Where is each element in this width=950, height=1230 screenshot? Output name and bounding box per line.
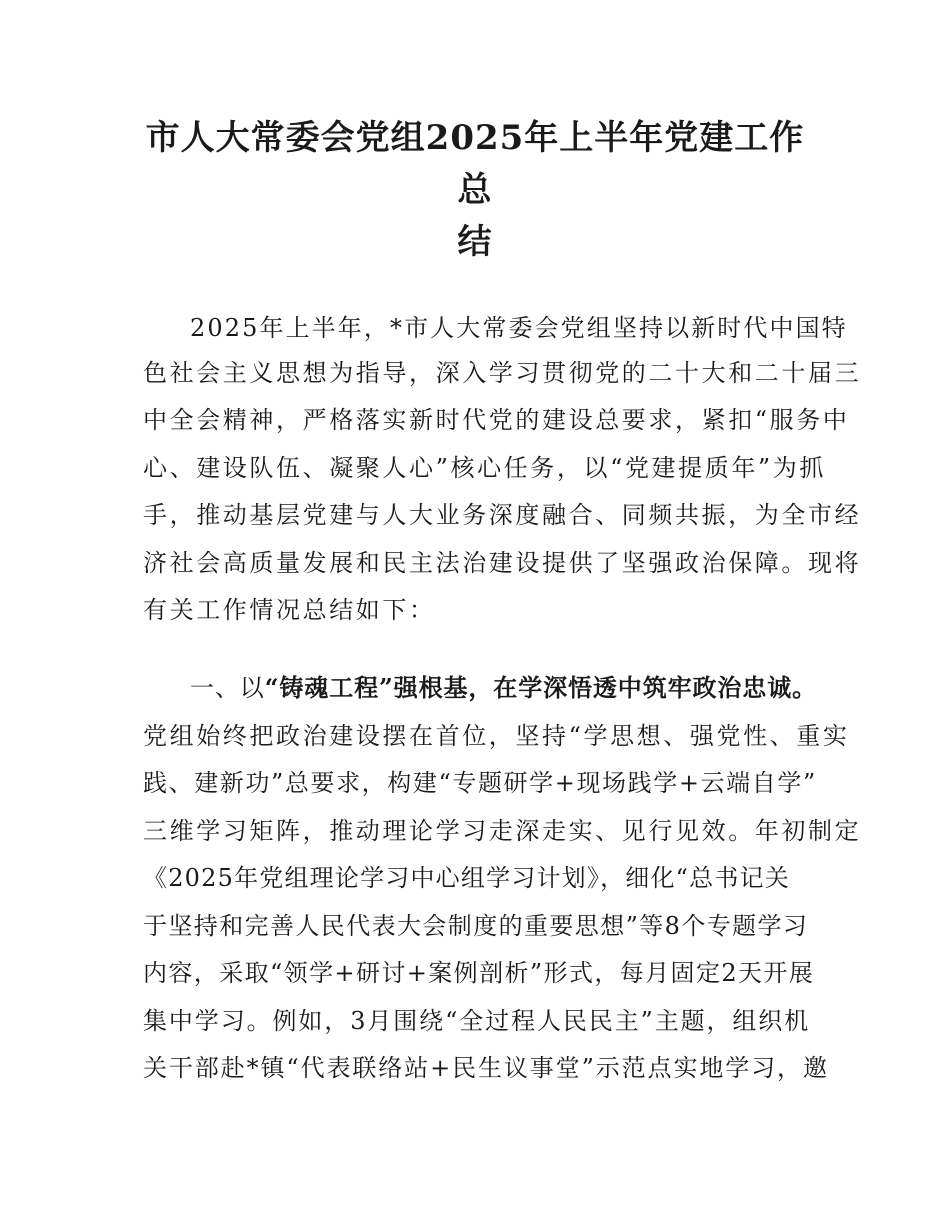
section-1-line: 践、建新功”总要求，构建“专题研学+现场践学+云端自学”: [143, 769, 817, 797]
section-1-line: 《2025年党组理论学习中心组学习计划》，细化“总书记关: [143, 864, 790, 892]
title-line-1: 市人大常委会党组2025年上半年党建工作总: [145, 118, 805, 210]
section-1-line: 于坚持和完善人民代表大会制度的重要思想”等8个专题学习: [143, 912, 809, 940]
section-1-line: 党组始终把政治建设摆在首位，坚持“学思想、强党性、重实: [143, 722, 850, 750]
document-title: [130, 112, 820, 268]
section-1-lead: 一、以: [190, 674, 265, 702]
section-1-line: 关干部赴*镇“代表联络站+民生议事堂”示范点实地学习，邀: [143, 1054, 829, 1082]
paragraph-1-line: 心、建设队伍、凝聚人心”核心任务，以“党建提质年”为抓: [143, 454, 827, 482]
section-1-line: 内容，采取“领学+研讨+案例剖析”形式，每月固定2天开展: [143, 959, 815, 987]
paragraph-1-line: 2025年上半年，*市人大常委会党组坚持以新时代中国特: [190, 314, 848, 342]
paragraph-1-line: 有关工作情况总结如下：: [143, 596, 436, 624]
paragraph-1-line: 手，推动基层党建与人大业务深度融合、同频共振，为全市经: [143, 501, 862, 529]
paragraph-1-line: 中全会精神，严格落实新时代党的建设总要求，紧扣“服务中: [143, 406, 850, 434]
title-line-2: 结: [457, 222, 493, 262]
section-1-heading: [190, 672, 835, 704]
paragraph-1-line: 色社会主义思想为指导，深入学习贯彻党的二十大和二十届三: [143, 359, 862, 387]
section-1-line: 三维学习矩阵，推动理论学习走深走实、见行见效。年初制定: [143, 817, 862, 845]
paragraph-1-line: 济社会高质量发展和民主法治建设提供了坚强政治保障。现将: [143, 549, 862, 577]
section-1-heading-text: “铸魂工程”强根基，在学深悟透中筑牢政治忠诚。: [264, 673, 818, 702]
section-1-line: 集中学习。例如，3月围绕“全过程人民民主”主题，组织机: [143, 1007, 811, 1035]
